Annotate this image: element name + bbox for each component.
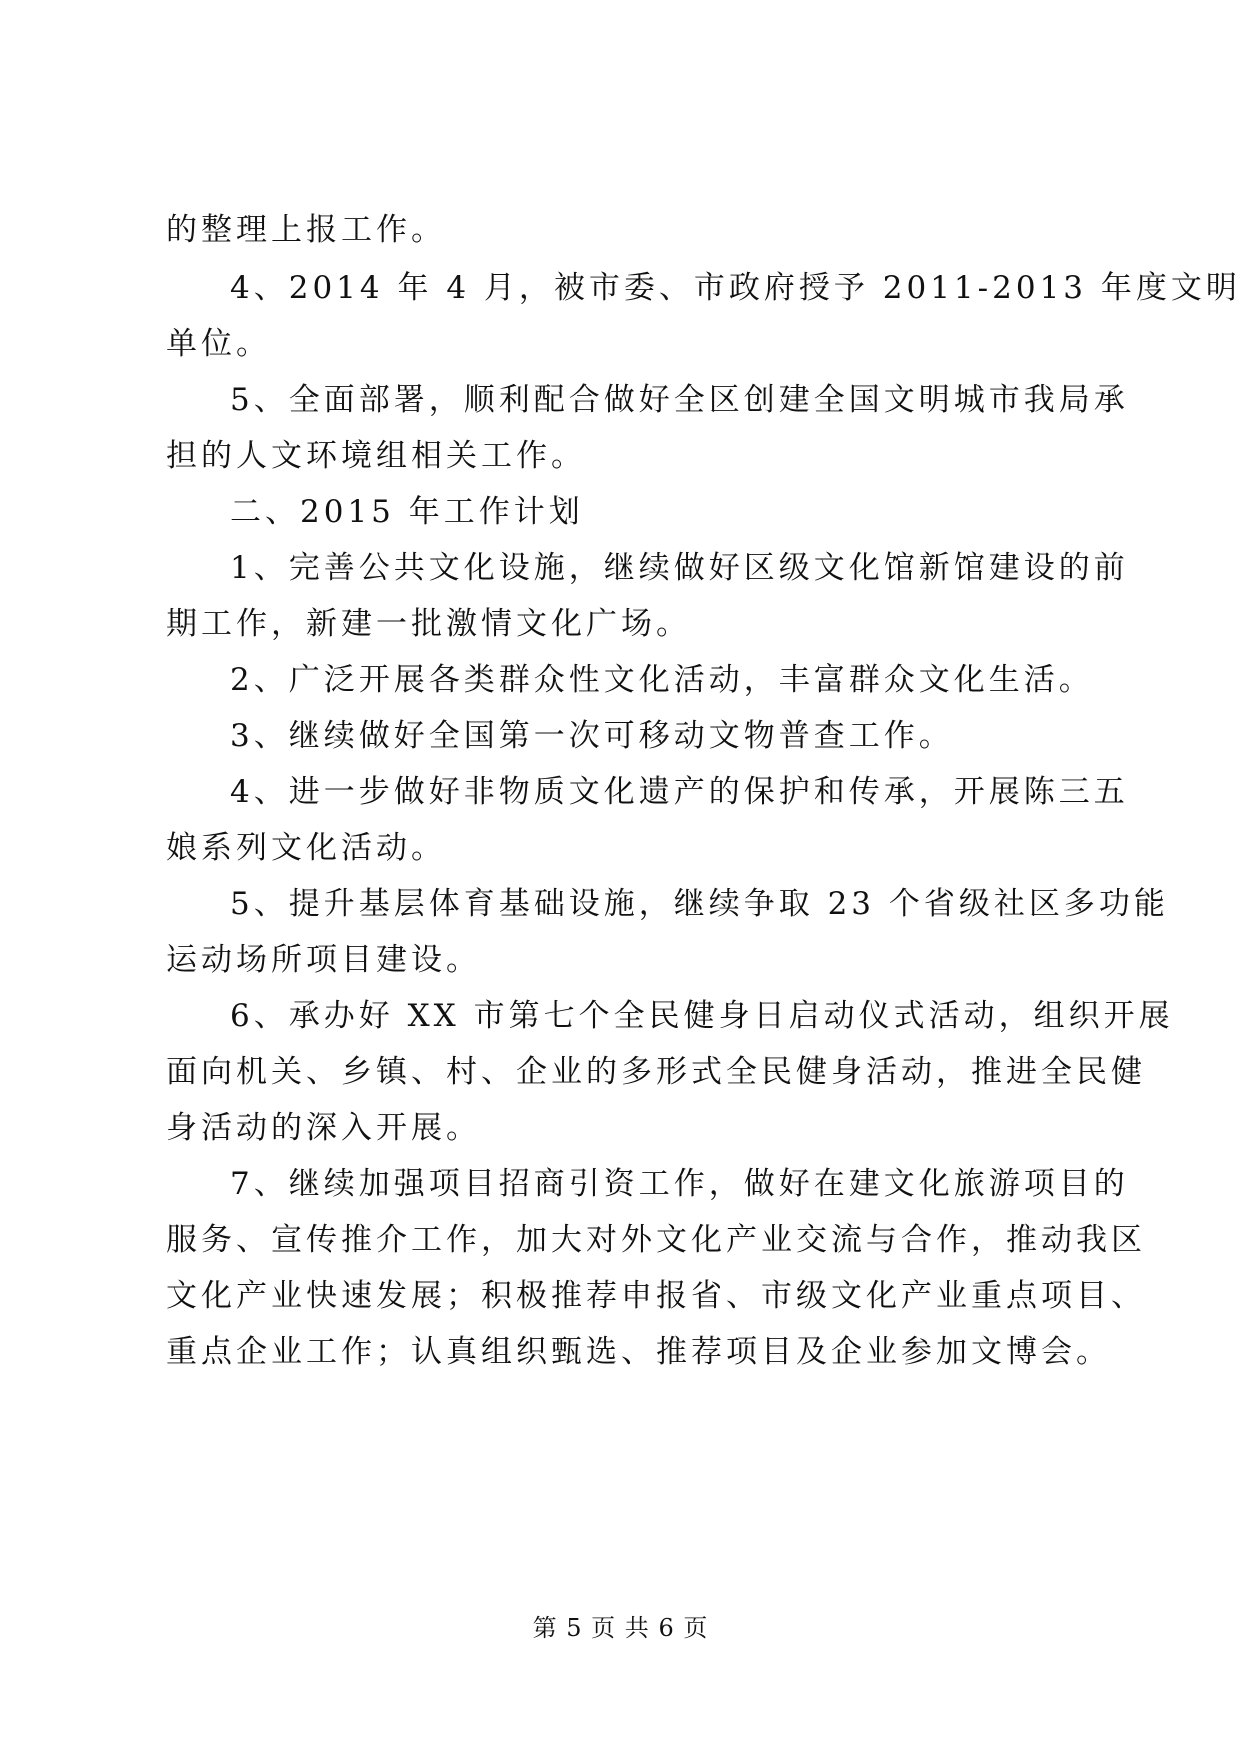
text-line: 7、继续加强项目招商引资工作，做好在建文化旅游项目的	[230, 1166, 1129, 1202]
text-line: 文化产业快速发展；积极推荐申报省、市级文化产业重点项目、	[166, 1278, 1146, 1314]
text-line: 重点企业工作；认真组织甄选、推荐项目及企业参加文博会。	[166, 1334, 1111, 1370]
text-line: 服务、宣传推介工作，加大对外文化产业交流与合作，推动我区	[166, 1222, 1146, 1258]
page-number-footer: 第 5 页 共 6 页	[532, 1614, 709, 1642]
text-line: 1、完善公共文化设施，继续做好区级文化馆新馆建设的前	[230, 550, 1129, 586]
text-line: 5、全面部署，顺利配合做好全区创建全国文明城市我局承	[230, 382, 1129, 418]
text-line: 身活动的深入开展。	[166, 1110, 481, 1146]
text-line: 4、进一步做好非物质文化遗产的保护和传承，开展陈三五	[230, 774, 1129, 810]
text-line: 6、承办好 XX 市第七个全民健身日启动仪式活动，组织开展	[230, 998, 1174, 1034]
text-line: 单位。	[166, 326, 271, 362]
text-line: 担的人文环境组相关工作。	[166, 438, 586, 474]
text-line: 5、提升基层体育基础设施，继续争取 23 个省级社区多功能	[230, 886, 1169, 922]
text-line: 娘系列文化活动。	[166, 830, 446, 866]
text-line: 面向机关、乡镇、村、企业的多形式全民健身活动，推进全民健	[166, 1054, 1146, 1090]
text-line: 3、继续做好全国第一次可移动文物普查工作。	[230, 718, 954, 754]
text-line: 的整理上报工作。	[166, 212, 446, 248]
section-heading: 二、2015 年工作计划	[230, 494, 584, 530]
text-line: 期工作，新建一批激情文化广场。	[166, 606, 691, 642]
text-line: 2、广泛开展各类群众性文化活动，丰富群众文化生活。	[230, 662, 1094, 698]
text-line: 4、2014 年 4 月，被市委、市政府授予 2011-2013 年度文明	[230, 270, 1241, 306]
text-line: 运动场所项目建设。	[166, 942, 481, 978]
